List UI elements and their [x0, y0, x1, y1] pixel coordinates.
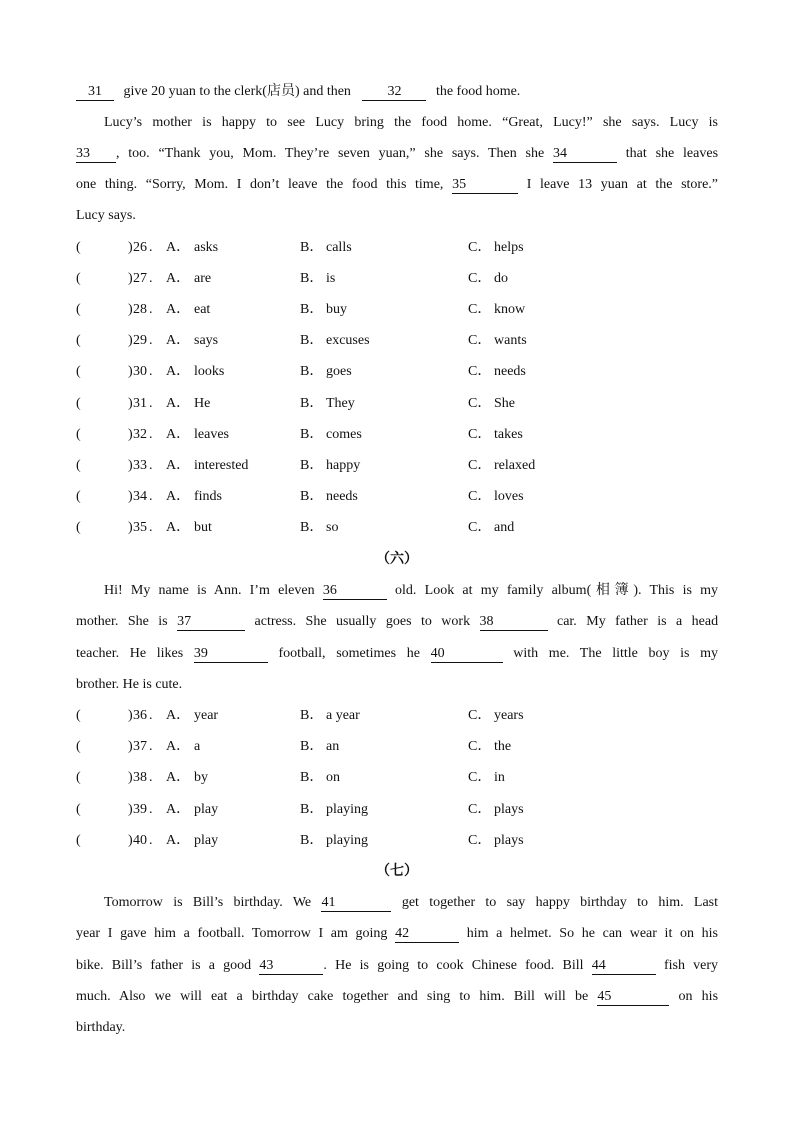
option-c: helps — [494, 240, 524, 255]
question-dot: . — [149, 801, 153, 817]
option-a-label: A． — [166, 333, 191, 349]
option-a-label: A． — [166, 488, 191, 504]
question-row — [76, 456, 718, 476]
option-b-label: B． — [300, 240, 324, 255]
answer-paren-open[interactable]: ( — [76, 333, 81, 349]
option-b: a year — [326, 708, 360, 723]
blank-37: 37 — [177, 614, 245, 631]
passage5-line4 — [76, 175, 718, 195]
option-a: finds — [194, 488, 222, 504]
option-b-label: B． — [300, 333, 324, 349]
blank-34: 34 — [553, 146, 617, 163]
option-c-label: C． — [468, 801, 492, 817]
blank-39: 39 — [194, 646, 268, 663]
question-dot: . — [149, 832, 153, 848]
answer-paren-open[interactable]: ( — [76, 395, 81, 411]
answer-paren-open[interactable]: ( — [76, 364, 81, 380]
option-b-label: B． — [300, 739, 324, 755]
answer-paren-close: ) — [128, 832, 133, 848]
passage-text: mother. She is — [76, 614, 168, 629]
option-b: an — [326, 739, 340, 755]
option-b-label: B． — [300, 302, 324, 318]
option-c-label: C． — [468, 302, 492, 318]
blank-42: 42 — [395, 926, 459, 943]
question-dot: . — [149, 333, 153, 349]
answer-paren-close: ) — [128, 770, 133, 786]
section6-line4: brother. He is cute. — [76, 677, 183, 692]
option-c-label: C． — [468, 395, 492, 411]
passage-text: with me. The little boy is my — [513, 646, 719, 661]
option-a: play — [194, 801, 219, 817]
answer-paren-close: ) — [128, 801, 133, 817]
option-a-label: A． — [166, 770, 191, 786]
question-dot: . — [149, 271, 153, 287]
option-a: but — [194, 519, 212, 535]
question-number: 29 — [133, 333, 147, 349]
question-dot: . — [149, 240, 153, 255]
option-b-label: B． — [300, 426, 324, 442]
answer-paren-close: ) — [128, 426, 133, 442]
option-b-label: B． — [300, 457, 324, 473]
question-number: 34 — [133, 488, 147, 504]
option-a: He — [194, 395, 211, 411]
option-b-label: B． — [300, 271, 324, 287]
option-c: in — [494, 770, 505, 786]
passage-text: much. Also we will eat a birthday cake together and sing to him. Bill will be — [76, 989, 589, 1004]
question-number: 40 — [133, 832, 147, 848]
option-a-label: A． — [166, 832, 191, 848]
section-heading-6: （六） — [376, 551, 418, 567]
option-a: looks — [194, 364, 225, 380]
option-c-label: C． — [468, 488, 492, 504]
question-dot: . — [149, 488, 153, 504]
passage-text: fish very — [663, 958, 719, 973]
section7-line2 — [76, 924, 718, 944]
passage-text: old. Look at my family album(相簿). This is my — [395, 583, 719, 598]
passage-text: the food home. — [435, 84, 521, 99]
option-c: years — [494, 708, 524, 723]
option-a: a — [194, 739, 201, 755]
option-b: goes — [326, 364, 352, 380]
option-c: plays — [494, 801, 524, 817]
option-c: do — [494, 271, 508, 287]
answer-paren-close: ) — [128, 364, 133, 380]
answer-paren-close: ) — [128, 488, 133, 504]
answer-paren-close: ) — [128, 519, 133, 535]
question-number: 39 — [133, 801, 147, 817]
passage-text: give 20 yuan to the clerk(店员) and then — [123, 84, 351, 99]
answer-paren-close: ) — [128, 240, 133, 255]
option-a: asks — [194, 240, 219, 255]
answer-paren-open[interactable]: ( — [76, 240, 81, 255]
question-row — [76, 831, 718, 851]
answer-paren-close: ) — [128, 333, 133, 349]
option-a: play — [194, 832, 219, 848]
blank-44: 44 — [592, 958, 656, 975]
passage-text: I leave 13 yuan at the store.” — [526, 177, 719, 192]
passage5-line1 — [76, 82, 718, 102]
option-a-label: A． — [166, 801, 191, 817]
option-b: happy — [326, 457, 361, 473]
option-b: playing — [326, 832, 368, 848]
option-c: loves — [494, 488, 524, 504]
option-b: playing — [326, 801, 368, 817]
answer-paren-open[interactable]: ( — [76, 801, 81, 817]
passage5-line5: Lucy says. — [76, 208, 136, 223]
question-dot: . — [149, 364, 153, 380]
answer-paren-close: ) — [128, 302, 133, 318]
option-b-label: B． — [300, 801, 324, 817]
section6-line2 — [76, 612, 718, 632]
passage-text: year I gave him a football. Tomorrow I am going — [76, 926, 388, 941]
option-a-label: A． — [166, 457, 191, 473]
option-c: and — [494, 519, 515, 535]
blank-38: 38 — [480, 614, 548, 631]
answer-paren-open[interactable]: ( — [76, 426, 81, 442]
blank-35: 35 — [452, 177, 518, 194]
question-dot: . — [149, 426, 153, 442]
question-dot: . — [149, 395, 153, 411]
answer-paren-open[interactable]: ( — [76, 770, 81, 786]
option-a-label: A． — [166, 426, 191, 442]
blank-40: 40 — [431, 646, 503, 663]
question-number: 37 — [133, 739, 147, 755]
question-row — [76, 487, 718, 507]
section7-line1 — [76, 893, 718, 913]
question-row — [76, 518, 718, 538]
question-dot: . — [149, 770, 153, 786]
answer-paren-close: ) — [128, 708, 133, 723]
answer-paren-close: ) — [128, 739, 133, 755]
option-b: needs — [326, 488, 358, 504]
question-dot: . — [149, 457, 153, 473]
question-row — [76, 331, 718, 351]
option-c-label: C． — [468, 770, 492, 786]
answer-paren-open[interactable]: ( — [76, 708, 81, 723]
option-a-label: A． — [166, 708, 191, 723]
answer-paren-close: ) — [128, 457, 133, 473]
passage-text: car. My father is a head — [556, 614, 719, 629]
option-c-label: C． — [468, 832, 492, 848]
blank-36: 36 — [323, 583, 387, 600]
question-number: 32 — [133, 426, 147, 442]
option-a-label: A． — [166, 519, 191, 535]
option-c-label: C． — [468, 708, 492, 723]
option-a-label: A． — [166, 739, 191, 755]
option-a-label: A． — [166, 240, 191, 255]
option-b: They — [326, 395, 355, 411]
option-b-label: B． — [300, 395, 324, 411]
blank-33: 33 — [76, 146, 116, 163]
option-a: leaves — [194, 426, 229, 442]
passage-text: one thing. “Sorry, Mom. I don’t leave the food this time, — [76, 177, 444, 192]
question-row — [76, 425, 718, 445]
option-c: She — [494, 395, 515, 411]
passage-text: get together to say happy birthday to him. Last — [401, 895, 719, 910]
answer-paren-close: ) — [128, 271, 133, 287]
option-c-label: C． — [468, 333, 492, 349]
option-b-label: B． — [300, 364, 324, 380]
blank-41: 41 — [321, 895, 391, 912]
question-number: 33 — [133, 457, 147, 473]
passage-text: him a helmet. So he can wear it on his — [466, 926, 718, 941]
option-c: needs — [494, 364, 526, 380]
option-c: wants — [494, 333, 527, 349]
blank-45: 45 — [597, 989, 669, 1006]
question-row — [76, 362, 718, 382]
option-c-label: C． — [468, 739, 492, 755]
question-row — [76, 800, 718, 820]
section7-line5: birthday. — [76, 1020, 126, 1035]
option-b-label: B． — [300, 832, 324, 848]
question-number: 36 — [133, 708, 147, 723]
option-b: excuses — [326, 333, 370, 349]
passage-text: actress. She usually goes to work — [254, 614, 471, 629]
answer-paren-open[interactable]: ( — [76, 271, 81, 287]
option-a-label: A． — [166, 302, 191, 318]
question-number: 35 — [133, 519, 147, 535]
passage-text: , too. “Thank you, Mom. They’re seven yuan,” she says. Then she — [116, 146, 545, 161]
question-row — [76, 238, 718, 258]
answer-paren-open[interactable]: ( — [76, 302, 81, 318]
option-a: says — [194, 333, 219, 349]
option-c: takes — [494, 426, 523, 442]
option-b-label: B． — [300, 519, 324, 535]
option-c: relaxed — [494, 457, 536, 473]
option-b: is — [326, 271, 336, 287]
question-row — [76, 394, 718, 414]
passage-text: that she leaves — [625, 146, 719, 161]
option-b: on — [326, 770, 340, 786]
option-b: buy — [326, 302, 347, 318]
passage-text: football, sometimes he — [278, 646, 420, 661]
question-number: 38 — [133, 770, 147, 786]
question-number: 31 — [133, 395, 147, 411]
answer-paren-open[interactable]: ( — [76, 519, 81, 535]
answer-paren-open[interactable]: ( — [76, 457, 81, 473]
option-a: are — [194, 271, 212, 287]
option-c: the — [494, 739, 512, 755]
question-number: 27 — [133, 271, 147, 287]
answer-paren-close: ) — [128, 395, 133, 411]
option-a: eat — [194, 302, 211, 318]
question-dot: . — [149, 302, 153, 318]
section7-line4 — [76, 987, 718, 1007]
question-dot: . — [149, 708, 153, 723]
option-b-label: B． — [300, 488, 324, 504]
question-number: 26 — [133, 240, 147, 255]
question-dot: . — [149, 739, 153, 755]
passage-text: Hi! My name is Ann. I’m eleven — [104, 583, 315, 598]
option-a-label: A． — [166, 364, 191, 380]
question-number: 28 — [133, 302, 147, 318]
option-b: comes — [326, 426, 362, 442]
passage-text: . He is going to cook Chinese food. Bill — [323, 958, 584, 973]
answer-paren-open[interactable]: ( — [76, 832, 81, 848]
option-c-label: C． — [468, 240, 492, 255]
option-a: by — [194, 770, 208, 786]
passage5-line3 — [76, 144, 718, 164]
option-c-label: C． — [468, 426, 492, 442]
option-c-label: C． — [468, 519, 492, 535]
option-a-label: A． — [166, 395, 191, 411]
question-row — [76, 269, 718, 289]
option-b-label: B． — [300, 708, 324, 723]
section7-line3 — [76, 956, 718, 976]
passage-text: bike. Bill’s father is a good — [76, 958, 252, 973]
section6-line3 — [76, 644, 718, 664]
option-c-label: C． — [468, 457, 492, 473]
option-c-label: C． — [468, 364, 492, 380]
question-row — [76, 300, 718, 320]
option-a-label: A． — [166, 271, 191, 287]
option-c: plays — [494, 832, 524, 848]
blank-31: 31 — [76, 84, 114, 101]
question-dot: . — [149, 519, 153, 535]
passage-text: on his — [678, 989, 719, 1004]
option-c-label: C． — [468, 271, 492, 287]
option-a: year — [194, 708, 219, 723]
question-number: 30 — [133, 364, 147, 380]
answer-paren-open[interactable]: ( — [76, 488, 81, 504]
option-b: calls — [326, 240, 352, 255]
passage5-line2: Lucy’s mother is happy to see Lucy bring the food home. “Great, Lucy!” she says. Lucy is — [104, 115, 718, 130]
option-b-label: B． — [300, 770, 324, 786]
blank-43: 43 — [259, 958, 323, 975]
option-b: so — [326, 519, 339, 535]
question-row — [76, 768, 718, 788]
question-row — [76, 737, 718, 757]
passage-text: teacher. He likes — [76, 646, 184, 661]
passage-text: Tomorrow is Bill’s birthday. We — [104, 895, 312, 910]
section6-line1 — [76, 581, 718, 601]
question-row — [76, 706, 718, 726]
option-c: know — [494, 302, 526, 318]
answer-paren-open[interactable]: ( — [76, 739, 81, 755]
option-a: interested — [194, 457, 249, 473]
section-heading-7: （七） — [376, 863, 418, 879]
blank-32: 32 — [362, 84, 426, 101]
